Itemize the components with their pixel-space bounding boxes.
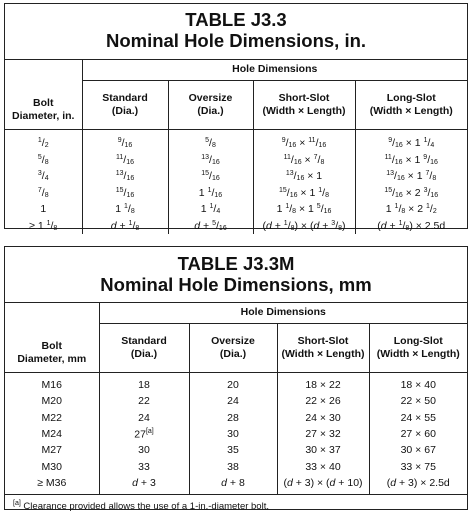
oversize-cell: 38 — [189, 458, 277, 474]
standard-cell: 1 $^1/_8$ — [82, 201, 168, 218]
oversize-cell: 20 — [189, 373, 277, 394]
short-slot-cell: 18 × 22 — [277, 373, 369, 394]
bolt-cell: $^5/_8$ — [37, 153, 49, 166]
short-slot-cell: $^9/_{16} \times ^{11}/_{16}$ — [253, 130, 355, 152]
long-slot-cell: 33 × 75 — [369, 458, 467, 474]
table-number: TABLE J3.3M — [177, 253, 295, 274]
long-slot-cell: $^9/_{16} \times 1$ $^1/_4$ — [355, 130, 467, 152]
short-slot-cell: 22 × 26 — [277, 393, 369, 409]
standard-header: Standard (Dia.) — [82, 81, 168, 130]
footnote-ref: [a] — [145, 427, 154, 435]
long-slot-header: Long-Slot (Width × Length) — [355, 81, 467, 130]
bolt-cell: $^1/_2$ — [37, 137, 49, 150]
bolt-cell: M16 — [41, 379, 62, 392]
standard-header: Standard (Dia.) — [99, 324, 189, 373]
table-row — [5, 475, 467, 494]
long-slot-cell: $^{15}/_{16} \times 2$ $^3/_{16}$ — [355, 185, 467, 202]
standard-cell: 27[a] — [99, 426, 189, 442]
oversize-cell: 28 — [189, 410, 277, 426]
table-row — [5, 373, 467, 394]
long-slot-cell: (d + 3) × 2.5d — [369, 475, 467, 494]
short-slot-cell: 1 $^1/_8 \times 1$ $^5/_{16}$ — [253, 201, 355, 218]
table-row — [5, 168, 467, 185]
bolt-diameter-header: Bolt Diameter, mm — [5, 303, 99, 373]
bolt-cell: M30 — [41, 460, 62, 473]
table-j3-3m — [4, 246, 468, 513]
oversize-cell: $^5/_8$ — [168, 130, 253, 152]
oversize-cell: $d + ^5/_{16}$ — [168, 218, 253, 235]
bolt-cell: M20 — [41, 395, 62, 408]
table-caption: Nominal Hole Dimensions, mm — [100, 273, 372, 295]
long-slot-cell: 30 × 67 — [369, 442, 467, 458]
standard-cell: $^{11}/_{16}$ — [82, 152, 168, 169]
table-row — [5, 426, 467, 442]
footnote — [5, 494, 467, 516]
standard-cell: $^9/_{16}$ — [82, 130, 168, 152]
table-row — [5, 201, 467, 218]
footnote-mark: [a] — [13, 500, 21, 508]
table-row — [5, 185, 467, 202]
short-slot-cell: 33 × 40 — [277, 458, 369, 474]
bolt-cell: $^3/_4$ — [37, 170, 49, 183]
short-slot-cell: $^{15}/_{16} \times 1$ $^1/_8$ — [253, 185, 355, 202]
bolt-diameter-header: Bolt Diameter, in. — [5, 60, 82, 130]
oversize-cell: 1 $^1/_{16}$ — [168, 185, 253, 202]
long-slot-cell: 27 × 60 — [369, 426, 467, 442]
hole-dimensions-header: Hole Dimensions — [82, 60, 467, 81]
oversize-cell: d + 8 — [189, 475, 277, 494]
short-slot-cell: 24 × 30 — [277, 410, 369, 426]
bolt-cell: ≥ 1 $^1/_8$ — [29, 219, 58, 232]
bolt-cell: 1 — [40, 203, 47, 216]
long-slot-cell: 18 × 40 — [369, 373, 467, 394]
table-row — [5, 410, 467, 426]
hole-dimensions-table-mm — [5, 303, 467, 494]
bolt-cell: M27 — [41, 444, 62, 457]
table-row — [5, 442, 467, 458]
bolt-cell: M24 — [41, 428, 62, 441]
long-slot-header: Long-Slot (Width × Length) — [369, 324, 467, 373]
long-slot-cell: $(d + ^1/_8) \times 2.5d$ — [355, 218, 467, 235]
long-slot-cell: $^{13}/_{16} \times 1$ $^7/_8$ — [355, 168, 467, 185]
standard-cell: $d + ^1/_8$ — [82, 218, 168, 235]
short-slot-header: Short-Slot (Width × Length) — [277, 324, 369, 373]
long-slot-cell: $^{11}/_{16} \times 1$ $^9/_{16}$ — [355, 152, 467, 169]
standard-cell: 22 — [99, 393, 189, 409]
oversize-header: Oversize (Dia.) — [168, 81, 253, 130]
short-slot-cell: 30 × 37 — [277, 442, 369, 458]
standard-cell: 33 — [99, 458, 189, 474]
long-slot-cell: 1 $^1/_8 \times 2$ $^1/_2$ — [355, 201, 467, 218]
hole-dimensions-header: Hole Dimensions — [99, 303, 467, 324]
standard-cell: 24 — [99, 410, 189, 426]
hole-dimensions-table-in — [5, 60, 467, 234]
table-row — [5, 130, 467, 152]
table-title — [5, 247, 467, 303]
footnote-text: Clearance provided allows the use of a 1-in.-diameter bolt. — [20, 501, 269, 513]
table-row — [5, 218, 467, 235]
oversize-cell: 35 — [189, 442, 277, 458]
long-slot-cell: 22 × 50 — [369, 393, 467, 409]
table-number: TABLE J3.3 — [185, 9, 287, 30]
table-row — [5, 458, 467, 474]
table-caption: Nominal Hole Dimensions, in. — [105, 29, 367, 51]
oversize-cell: 24 — [189, 393, 277, 409]
table-row — [5, 152, 467, 169]
table-row — [5, 393, 467, 409]
short-slot-cell: $^{11}/_{16} \times ^7/_8$ — [253, 152, 355, 169]
standard-cell: $^{13}/_{16}$ — [82, 168, 168, 185]
short-slot-cell: $^{13}/_{16} \times 1$ — [253, 168, 355, 185]
bolt-cell: M22 — [41, 411, 62, 424]
short-slot-cell: $(d + ^1/_8) \times (d + ^3/_8)$ — [253, 218, 355, 235]
standard-cell: d + 3 — [99, 475, 189, 494]
short-slot-cell: 27 × 32 — [277, 426, 369, 442]
short-slot-header: Short-Slot (Width × Length) — [253, 81, 355, 130]
oversize-cell: 1 $^1/_4$ — [168, 201, 253, 218]
standard-cell: 30 — [99, 442, 189, 458]
table-j3-3 — [4, 3, 468, 232]
bolt-cell: ≥ M36 — [37, 476, 67, 489]
table-title — [5, 4, 467, 60]
oversize-header: Oversize (Dia.) — [189, 324, 277, 373]
standard-cell: $^{15}/_{16}$ — [82, 185, 168, 202]
standard-cell: 18 — [99, 373, 189, 394]
bolt-cell: $^7/_8$ — [37, 186, 49, 199]
short-slot-cell: (d + 3) × (d + 10) — [277, 475, 369, 494]
long-slot-cell: 24 × 55 — [369, 410, 467, 426]
oversize-cell: $^{13}/_{16}$ — [168, 152, 253, 169]
oversize-cell: 30 — [189, 426, 277, 442]
oversize-cell: $^{15}/_{16}$ — [168, 168, 253, 185]
